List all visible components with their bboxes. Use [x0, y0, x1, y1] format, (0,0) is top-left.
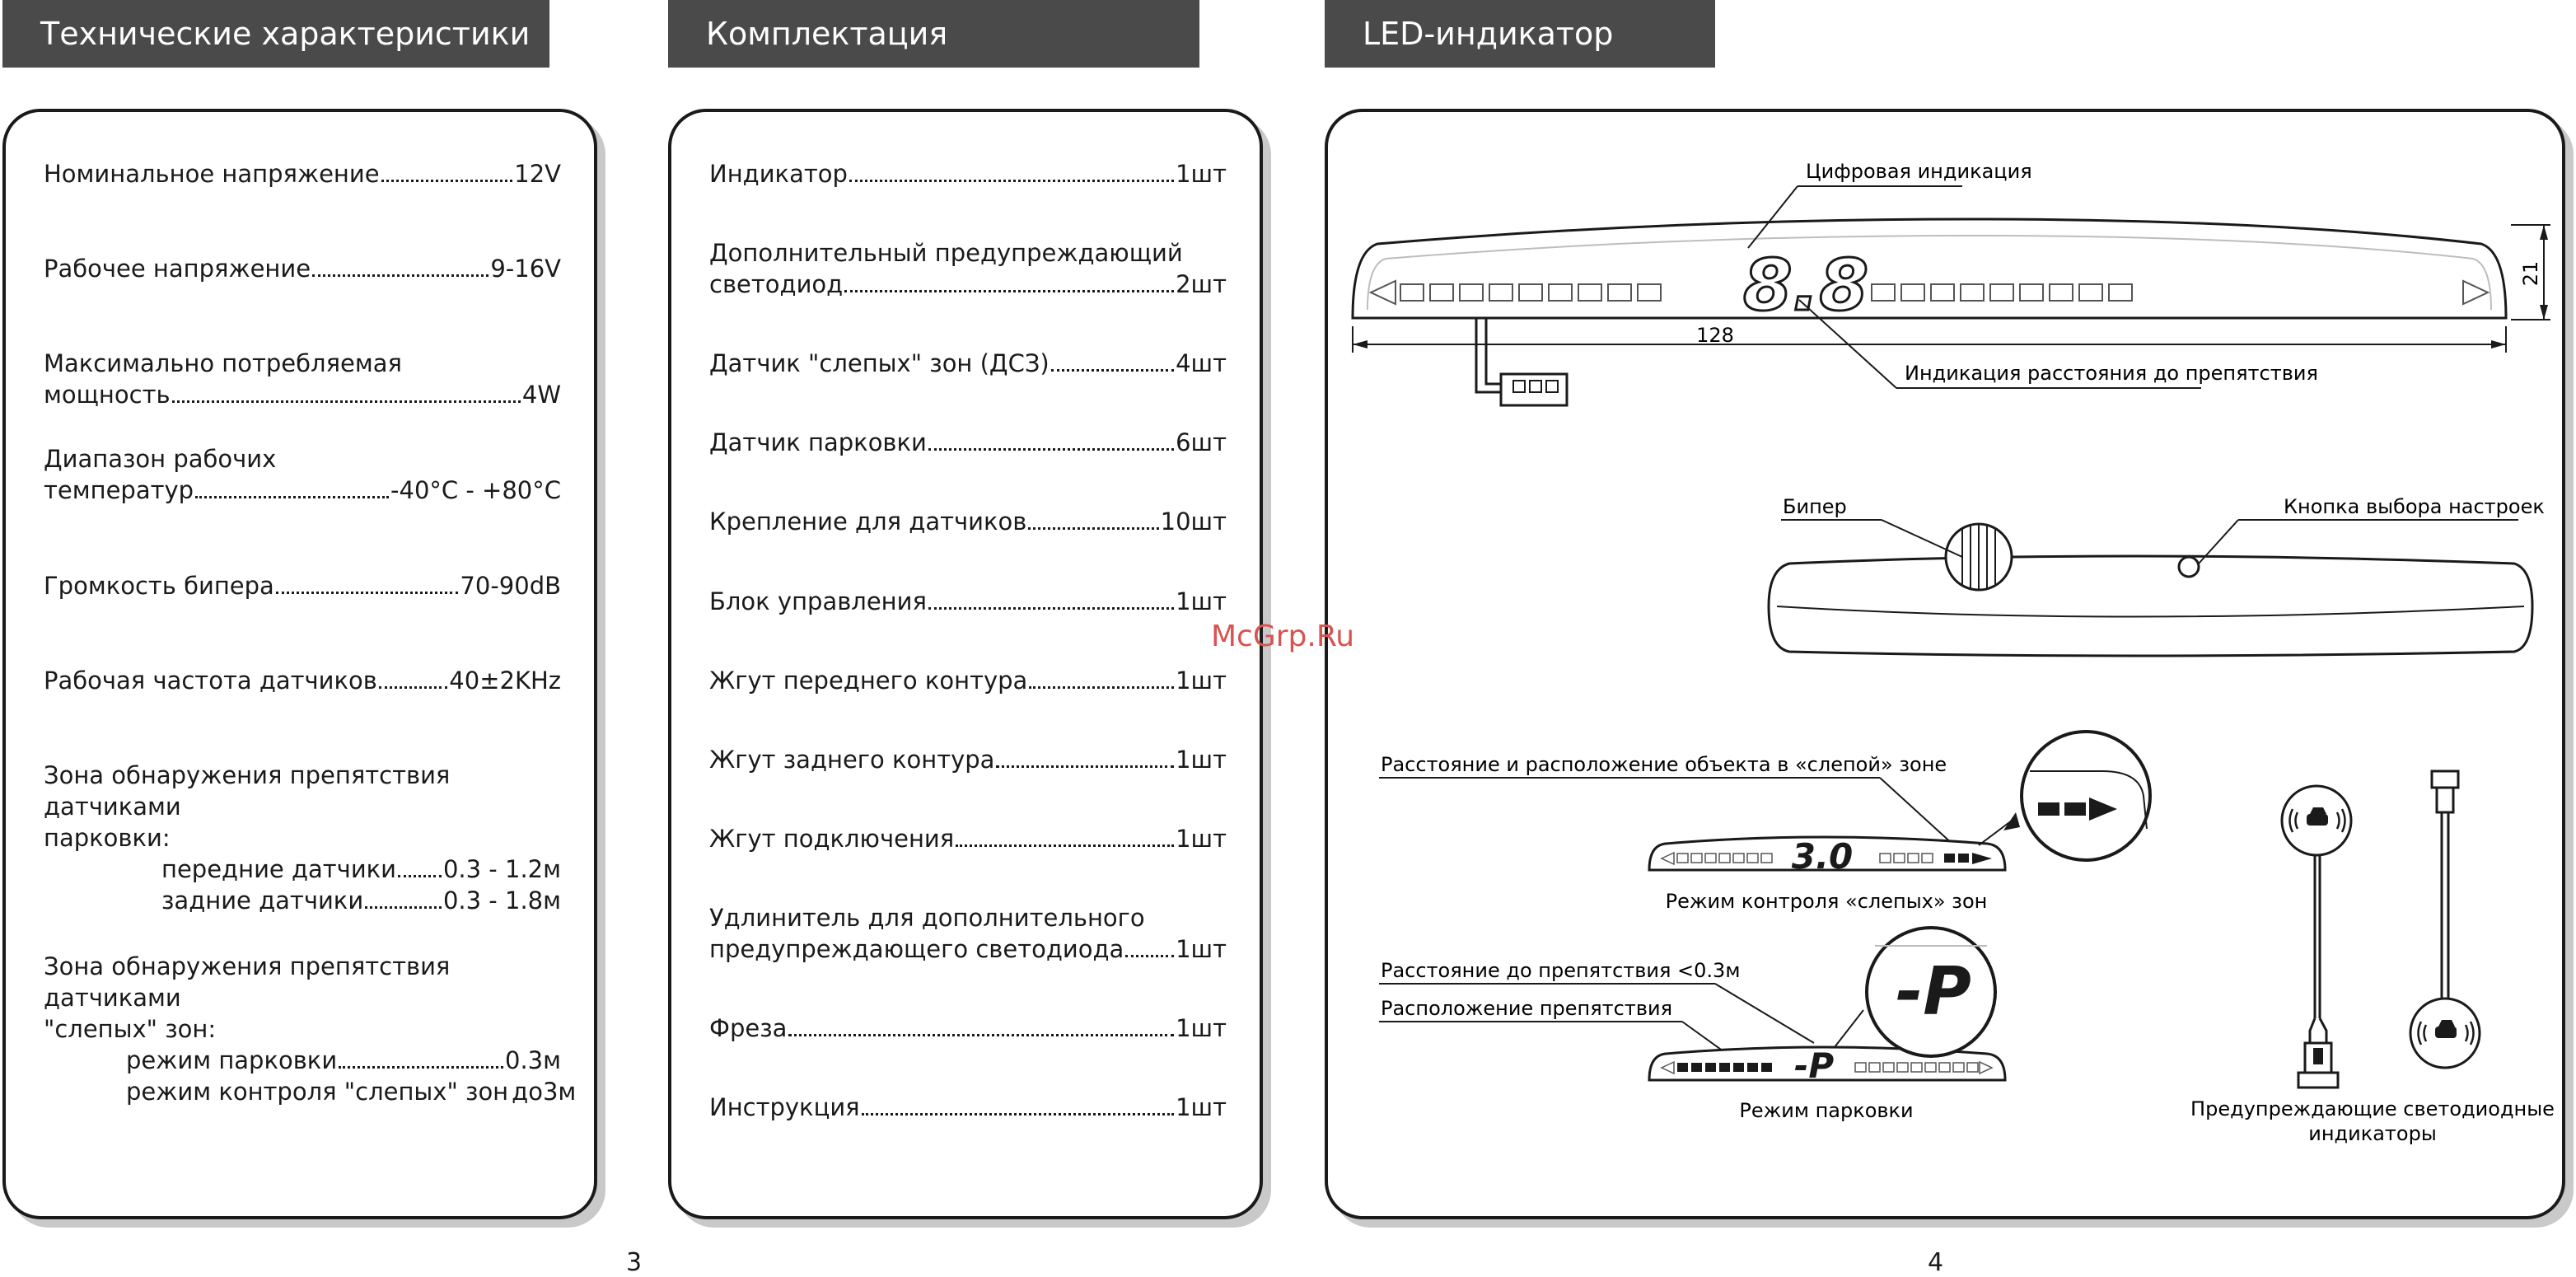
kit-label: Блок управления: [709, 587, 927, 615]
led-plug-icon: [2432, 771, 2458, 788]
kit-item: [709, 586, 1227, 617]
beeper-label: Бипер: [1783, 495, 1847, 518]
spec-label: Рабочее напряжение: [44, 255, 311, 283]
kit-card: [668, 109, 1263, 1219]
spec-item: [44, 253, 561, 284]
kit-item: [709, 902, 1227, 965]
header-led: LED-индикатор: [1325, 0, 1715, 68]
kit-label: Жгут подключения: [709, 825, 955, 853]
zone-title: "слепых" зон:: [44, 1015, 217, 1043]
spec-value: 40±2KHz: [449, 667, 561, 695]
spec-item: [44, 665, 561, 696]
kit-item: [709, 1092, 1227, 1123]
spec-item: [44, 348, 561, 410]
digital-label: Цифровая индикация: [1806, 160, 2032, 183]
zone-value: 0.3 - 1.2м: [442, 855, 561, 883]
led-card: [1325, 109, 2565, 1219]
blind-mode-label: Режим контроля «слепых» зон: [1665, 890, 1988, 913]
segment-row-left: [1400, 284, 1661, 301]
kit-item: [709, 427, 1227, 458]
kit-value: 6шт: [1176, 428, 1227, 456]
kit-label: предупреждающего светодиода: [709, 935, 1124, 963]
kit-item: [709, 506, 1227, 537]
kit-value: 1шт: [1176, 825, 1227, 853]
zone-title: Зона обнаружения препятствия датчиками: [44, 761, 451, 821]
kit-label: Датчик парковки: [709, 428, 927, 456]
parking-mode: [1379, 928, 2005, 1122]
kit-value: 4шт: [1176, 349, 1227, 377]
spec-label: Номинальное напряжение: [44, 160, 380, 188]
kit-item: [709, 665, 1227, 696]
spec-value: 9-16V: [490, 255, 561, 283]
kit-item: [709, 744, 1227, 775]
kit-label: Крепление для датчиков: [709, 508, 1027, 536]
warning-led-indicators: [2190, 771, 2555, 1145]
zone-value: 0.3м: [505, 1046, 561, 1074]
spec-value: -40°C - +80°C: [390, 476, 561, 504]
spec-label-line1: Максимально потребляемая: [44, 349, 402, 377]
zone-label: режим контроля "слепых" зон: [126, 1078, 509, 1106]
spec-value: 4W: [521, 381, 561, 409]
kit-value: 1шт: [1176, 1093, 1227, 1121]
settings-button-icon: [2179, 557, 2199, 577]
kit-label: Фреза: [709, 1014, 788, 1042]
kit-value: 1шт: [1176, 160, 1227, 188]
kit-label: Жгут переднего контура: [709, 667, 1028, 695]
kit-item: [709, 237, 1227, 300]
header-specs: Технические характеристики: [2, 0, 549, 68]
spec-value: 12V: [514, 160, 561, 188]
spec-item: [44, 158, 561, 189]
park-zoom-digits: -P: [1896, 953, 1971, 1030]
zone-value: 0.3 - 1.8м: [442, 886, 561, 914]
spec-value: 70-90dB: [460, 572, 561, 600]
led-ind-label-2: индикаторы: [2308, 1122, 2437, 1145]
spec-label-line1: Диапазон рабочих: [44, 445, 277, 473]
kit-label: Индикатор: [709, 160, 848, 188]
kit-item: [709, 158, 1227, 189]
zone-label: режим парковки: [126, 1046, 338, 1074]
zone-label: задние датчики: [161, 886, 364, 914]
blind-digits: 3.0: [1791, 836, 1854, 877]
led-diagrams: [1328, 112, 2562, 1216]
kit-label: Датчик "слепых" зон (ДСЗ): [709, 349, 1050, 377]
kit-value: 1шт: [1176, 935, 1227, 963]
park-dist-label: Расстояние до препятствия <0.3м: [1381, 959, 1741, 982]
kit-item: [709, 1013, 1227, 1044]
kit-value: 1шт: [1176, 587, 1227, 615]
zone-label: передние датчики: [161, 855, 397, 883]
led-ind-label-1: Предупреждающие светодиодные: [2190, 1097, 2555, 1120]
page-number-left: 3: [626, 1248, 643, 1277]
specs-card: [2, 109, 597, 1219]
kit-label-line1: Дополнительный предупреждающий: [709, 239, 1183, 267]
kit-label: Инструкция: [709, 1093, 860, 1121]
kit-label: светодиод: [709, 270, 844, 298]
spec-label: Рабочая частота датчиков: [44, 667, 377, 695]
watermark: McGrp.Ru: [1211, 620, 1355, 653]
distance-label: Индикация расстояния до препятствия: [1905, 362, 2318, 385]
zone-block: [44, 760, 561, 916]
blind-zoom-icon: [2022, 732, 2150, 860]
kit-value: 1шт: [1176, 746, 1227, 774]
spec-item: [44, 570, 561, 601]
width-dimension: 128: [1696, 324, 1734, 347]
zone-title: Зона обнаружения препятствия датчиками: [44, 952, 451, 1012]
park-pos-label: Расположение препятствия: [1381, 997, 1672, 1020]
height-dimension: 21: [2519, 260, 2542, 287]
button-label: Кнопка выбора настроек: [2284, 495, 2545, 518]
kit-value: 1шт: [1176, 1014, 1227, 1042]
blind-zone-mode: [1379, 732, 2150, 913]
page-number-right: 4: [1928, 1248, 1944, 1277]
segment-row-right: [1872, 284, 2132, 301]
park-digits: -P: [1793, 1045, 1835, 1086]
kit-item: [709, 348, 1227, 379]
kit-label-line1: Удлинитель для дополнительного: [709, 904, 1145, 932]
park-mode-label: Режим парковки: [1739, 1099, 1914, 1122]
kit-value: 2шт: [1176, 270, 1227, 298]
blind-label: Расстояние и расположение объекта в «слепой» зоне: [1381, 753, 1947, 776]
digital-display: 8.8: [1742, 245, 1869, 327]
zone-title: парковки:: [44, 824, 171, 852]
zone-block: [44, 951, 577, 1107]
kit-value: 10шт: [1160, 508, 1227, 536]
spec-label: Громкость бипера: [44, 572, 274, 600]
spec-item: [44, 443, 561, 506]
spec-label: температур: [44, 476, 194, 504]
spec-label: мощность: [44, 381, 171, 409]
kit-value: 1шт: [1176, 667, 1227, 695]
indicator-rear-view: [1769, 495, 2545, 656]
indicator-front-view: [1353, 160, 2550, 405]
zone-value: до3м: [512, 1078, 577, 1106]
kit-item: [709, 823, 1227, 854]
header-kit: Комплектация: [668, 0, 1199, 68]
kit-label: Жгут заднего контура: [709, 746, 995, 774]
